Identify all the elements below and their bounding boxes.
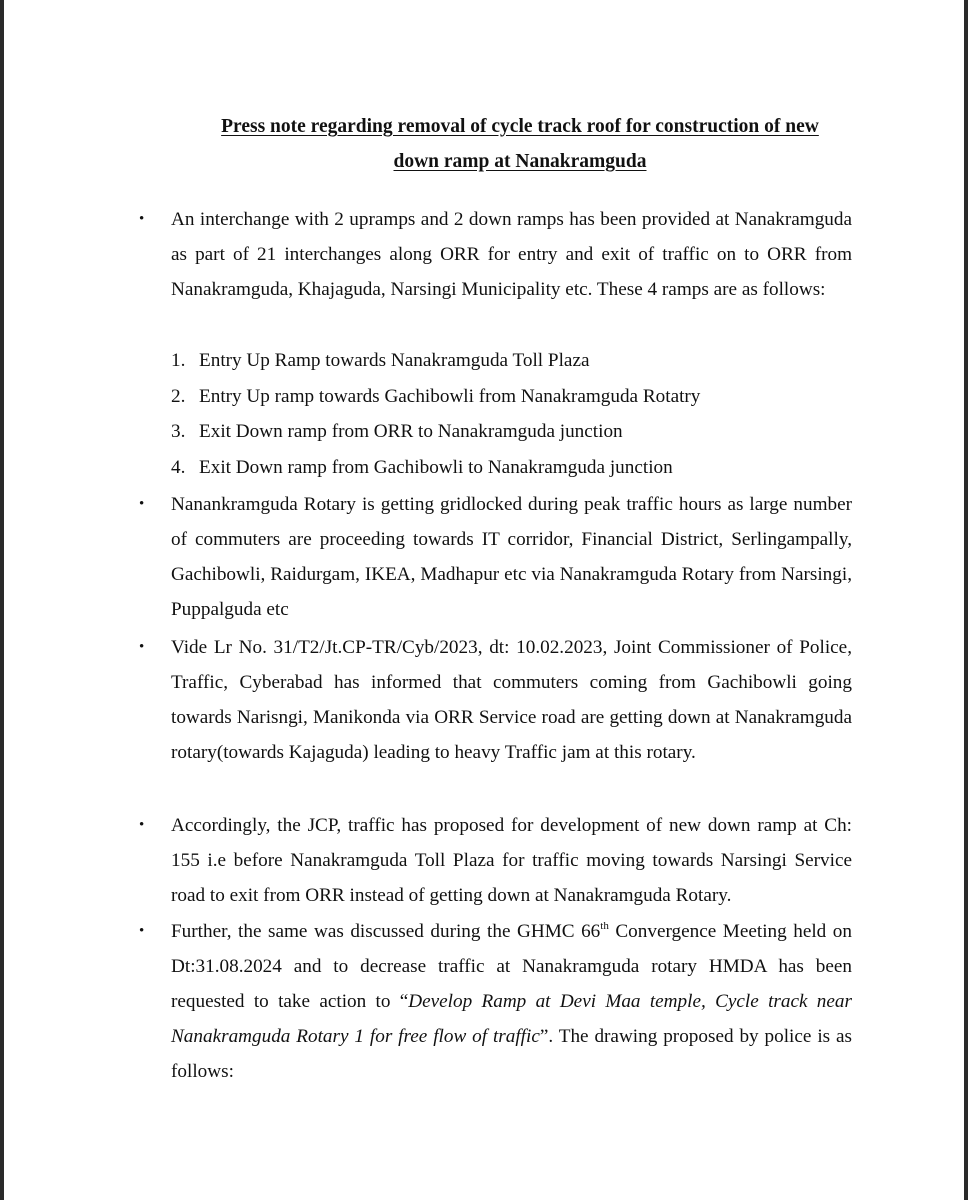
bullet-text: Accordingly, the JCP, traffic has proposed for development of new down ramp at Ch: 155 i.e before Nanakramguda Toll Plaza for traffic moving towards Narsingi Service road to exit from ORR instead of getting down at Nanakramguda Rotary. [171, 815, 852, 906]
document-title-line-2: down ramp at Nanakramguda [393, 151, 647, 172]
ramp-number: 4. [171, 456, 186, 478]
text-segment: Further, the same was discussed during the GHMC 66 [171, 921, 601, 942]
bullet-item-jcp-letter [139, 630, 852, 770]
ramp-list [171, 343, 852, 485]
superscript: th [600, 920, 609, 932]
ramp-item [171, 379, 852, 415]
bullet-icon: • [139, 639, 145, 655]
bullet-item-convergence-meeting [139, 914, 852, 1089]
ramp-item [171, 450, 852, 486]
ramp-text: Exit Down ramp from ORR to Nanakramguda junction [199, 421, 623, 442]
ramp-number: 2. [171, 385, 186, 407]
ramp-number: 1. [171, 350, 186, 371]
ramp-item [171, 343, 852, 379]
bullet-text: Nanankramguda Rotary is getting gridlocked during peak traffic hours as large number of commuters are proceeding towards IT corridor, Financial District, Serlingampally, Gachibowli, Raidurgam, IKEA, Madhapur etc via Nanakramguda Rotary from Narsingi, Puppalguda etc [171, 494, 852, 620]
document-title-line-1: Press note regarding removal of cycle track roof for construction of new [221, 116, 819, 137]
ramp-number: 3. [171, 421, 186, 442]
bullet-text [171, 914, 852, 1089]
bullet-icon: • [139, 211, 145, 227]
ramp-text: Entry Up Ramp towards Nanakramguda Toll Plaza [199, 350, 590, 371]
bullet-item-interchange [139, 202, 852, 307]
text-segment: Convergence Meeting held on Dt:31.08.2024 and to decrease traffic at Nanakramguda rotary HMDA has been requested to take action to “ [171, 921, 852, 1012]
ramp-text: Entry Up ramp towards Gachibowli from Nanakramguda Rotatry [199, 385, 701, 407]
quoted-request: Develop Ramp at Devi Maa temple, Cycle track near Nanakramguda Rotary 1 for free flow of traffic [171, 991, 852, 1047]
text-segment: ”. The drawing proposed by police is as follows: [171, 1026, 852, 1082]
bullet-item-gridlock [139, 487, 852, 627]
bullet-icon: • [139, 923, 145, 939]
bullet-item-proposal [139, 808, 852, 913]
ramp-item [171, 414, 852, 450]
bullet-icon: • [139, 817, 145, 833]
ramp-text: Exit Down ramp from Gachibowli to Nanakramguda junction [199, 456, 673, 478]
bullet-icon: • [139, 496, 145, 512]
bullet-text: Vide Lr No. 31/T2/Jt.CP-TR/Cyb/2023, dt: 10.02.2023, Joint Commissioner of Police, Traffic, Cyberabad has informed that commuters coming from Gachibowli going towards Narisngi, Manikonda via ORR Service road are getting down at Nanakramguda rotary(towards Kajaguda) leading to heavy Traffic jam at this rotary. [171, 637, 852, 763]
bullet-text: An interchange with 2 upramps and 2 down ramps has been provided at Nanakramguda as part of 21 interchanges along ORR for entry and exit of traffic on to ORR from Nanakramguda, Khajaguda, Narsingi Municipality etc. These 4 ramps are as follows: [171, 209, 852, 300]
